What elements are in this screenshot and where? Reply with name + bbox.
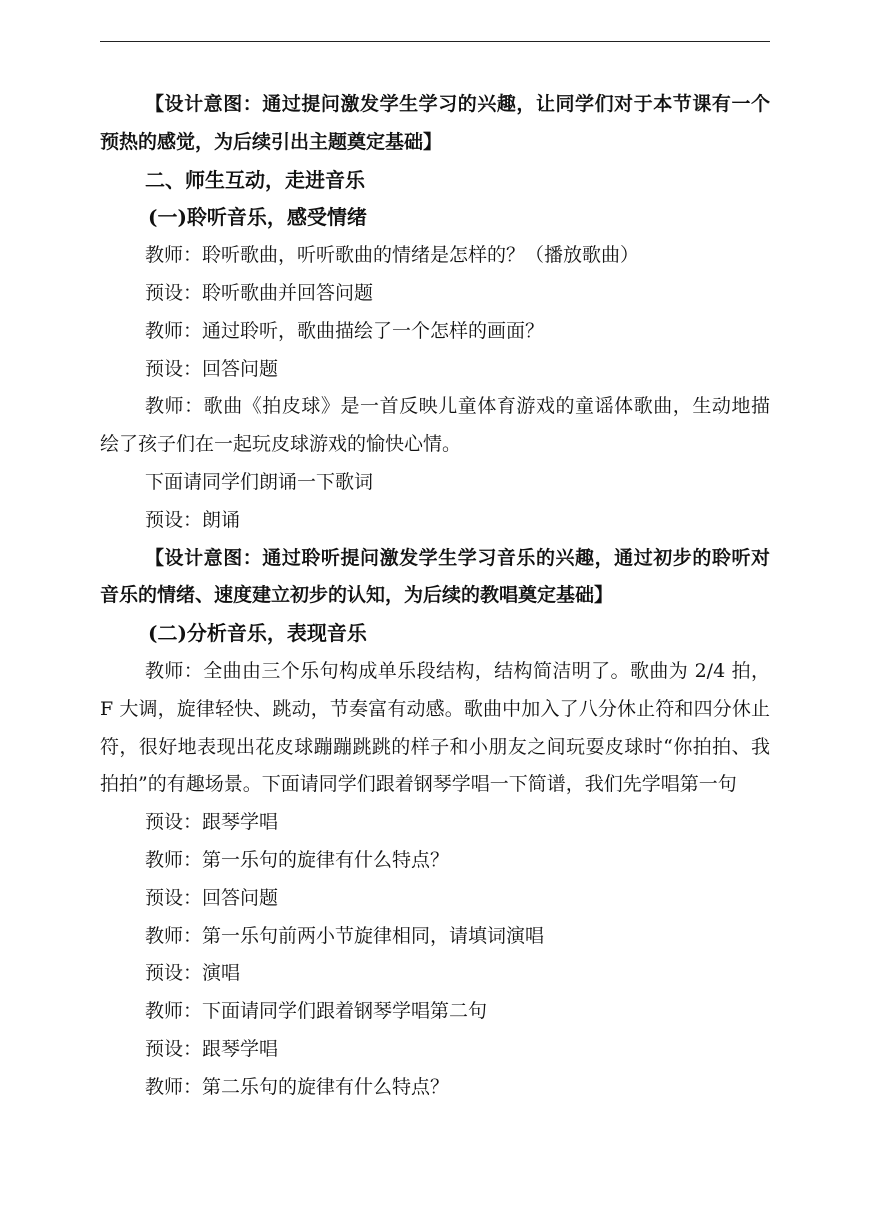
paragraph: 教师：全曲由三个乐句构成单乐段结构，结构简洁明了。歌曲为 2/4 拍，F 大调，旋律轻快、跳动，节奏富有动感。歌曲中加入了八分休止符和四分休止符，很好地表现出花皮球蹦蹦跳跳的样子和小朋友之间玩耍皮球时“你拍拍、我拍拍”的有趣场景。下面请同学们跟着钢琴学唱一下简谱，我们先学唱第一句: [100, 659, 770, 796]
paragraph: 预设：朗诵: [145, 508, 241, 531]
header-rule: [100, 41, 770, 42]
document-body: [100, 86, 770, 1107]
subsection-heading: (一)聆听音乐，感受情绪: [148, 205, 367, 230]
paragraph: 教师：第一乐句前两小节旋律相同，请填词演唱: [145, 924, 545, 947]
paragraph: 教师：通过聆听，歌曲描绘了一个怎样的画面？: [145, 319, 545, 342]
paragraph: 教师：聆听歌曲，听听歌曲的情绪是怎样的？（播放歌曲）: [145, 244, 640, 267]
paragraph: 教师：第一乐句的旋律有什么特点？: [145, 848, 450, 871]
paragraph: 预设：回答问题: [145, 886, 279, 909]
design-intent-note: 【设计意图：通过提问激发学生学习的兴趣，让同学们对于本节课有一个预热的感觉，为后续引出主题奠定基础】: [100, 93, 770, 153]
section-heading: 二、师生互动，走进音乐: [145, 167, 365, 192]
design-intent-note: 【设计意图：通过聆听提问激发学生学习音乐的兴趣，通过初步的聆听对音乐的情绪、速度建立初步的认知，为后续的教唱奠定基础】: [100, 546, 770, 607]
paragraph: 预设：聆听歌曲并回答问题: [145, 281, 374, 304]
paragraph: 预设：回答问题: [145, 357, 279, 380]
paragraph: 教师：下面请同学们跟着钢琴学唱第二句: [145, 1000, 488, 1023]
paragraph: 预设：跟琴学唱: [145, 811, 279, 834]
paragraph: 预设：跟琴学唱: [145, 1037, 279, 1060]
paragraph: 教师：歌曲《拍皮球》是一首反映儿童体育游戏的童谣体歌曲，生动地描绘了孩子们在一起玩皮球游戏的愉快心情。: [100, 395, 770, 456]
paragraph: 下面请同学们朗诵一下歌词: [145, 470, 374, 493]
subsection-heading: (二)分析音乐，表现音乐: [148, 621, 367, 646]
paragraph: 预设：演唱: [145, 962, 241, 985]
paragraph: 教师：第二乐句的旋律有什么特点？: [145, 1075, 450, 1098]
